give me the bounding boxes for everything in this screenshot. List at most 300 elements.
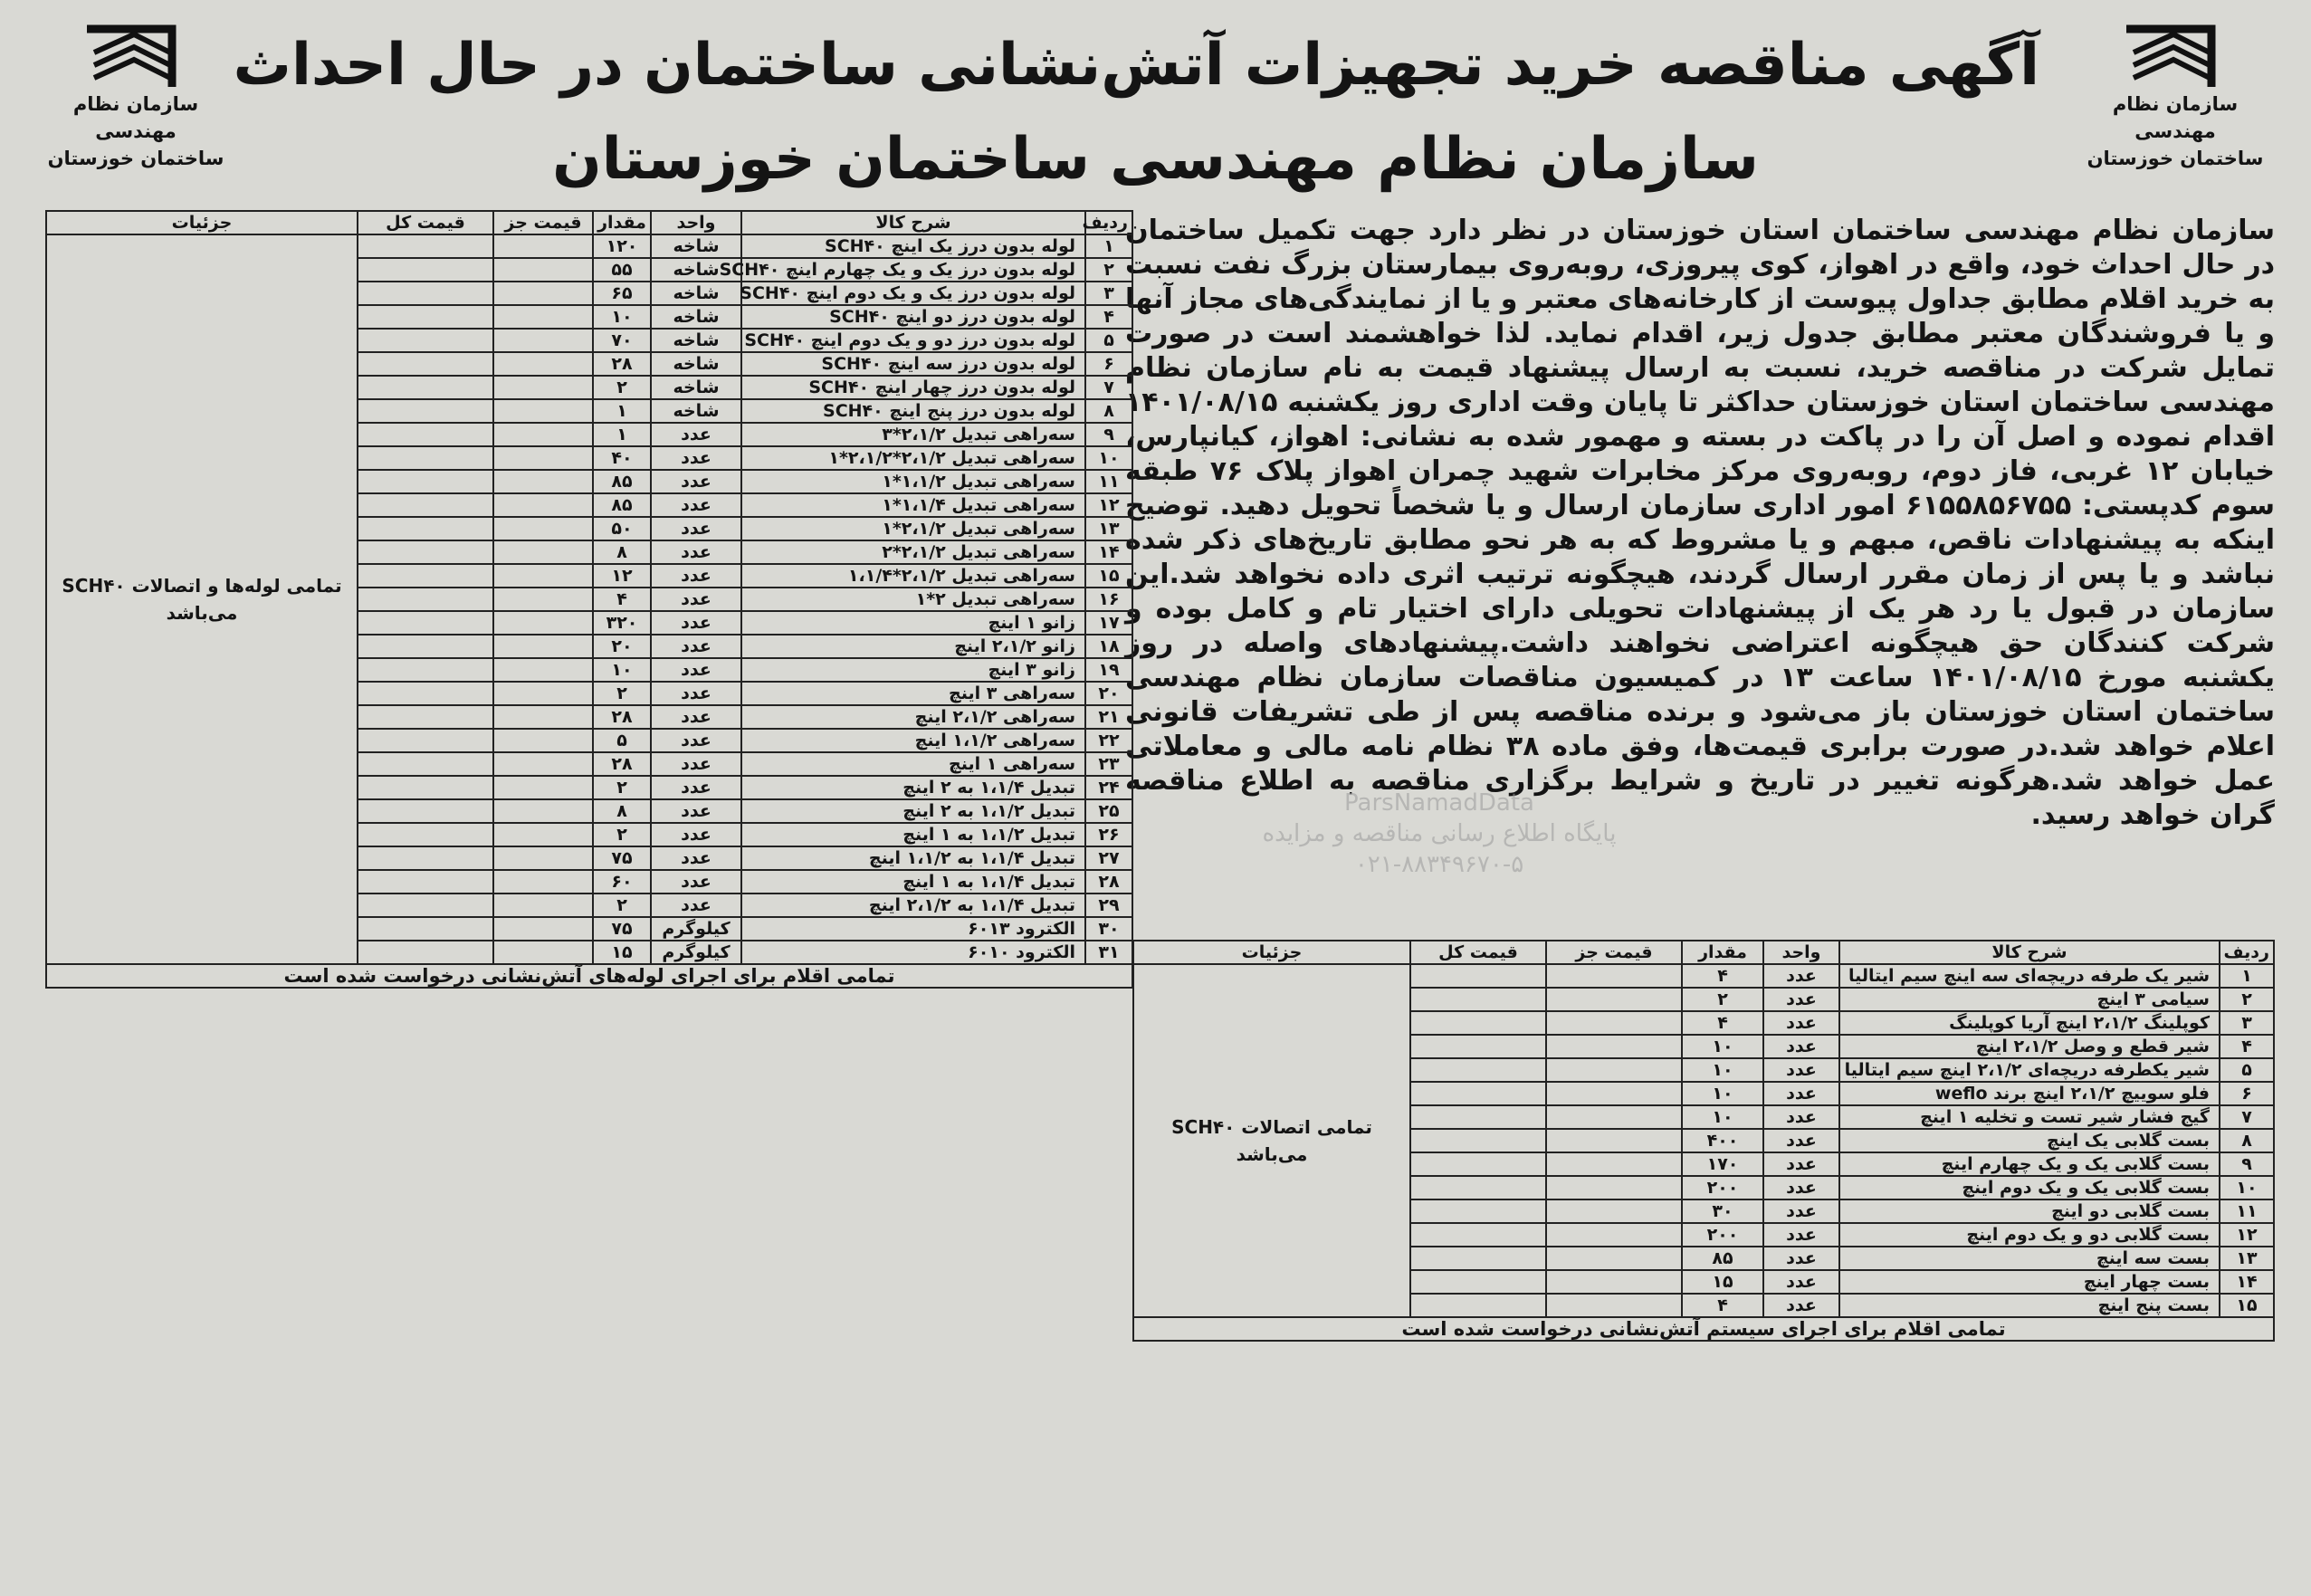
- row-number-cell: ۲۷: [1085, 846, 1132, 870]
- item-description-cell: لوله بدون درز یک و یک دوم اینچ SCH۴۰: [741, 282, 1085, 305]
- unit-price-cell: [1546, 1247, 1682, 1270]
- item-description-cell: زانو ۲،۱/۲ اینچ: [741, 635, 1085, 658]
- item-description-cell: شیر یکطرفه دریچه‌ای ۲،۱/۲ اینچ سیم ایتالیا: [1839, 1058, 2220, 1082]
- row-number-cell: ۱۵: [1085, 564, 1132, 588]
- unit-price-cell: [493, 329, 593, 352]
- unit-price-cell: [1546, 1199, 1682, 1223]
- unit-price-cell: [493, 470, 593, 493]
- item-description-cell: شیر یک طرفه دریچه‌ای سه اینچ سیم ایتالیا: [1839, 964, 2220, 988]
- total-price-cell: [358, 376, 493, 399]
- table-footer-note: تمامی اقلام برای اجرای لوله‌های آتش‌نشانی درخواست شده است: [46, 964, 1132, 988]
- col-row-header: ردیف: [2220, 941, 2274, 964]
- item-description-cell: سه‌راهی تبدیل ۲،۱/۲*۱: [741, 517, 1085, 540]
- unit-price-cell: [1546, 1129, 1682, 1152]
- quantity-cell: ۶۵: [593, 282, 651, 305]
- unit-cell: عدد: [1763, 964, 1839, 988]
- item-description-cell: سه‌راهی تبدیل ۲*۱: [741, 588, 1085, 611]
- stacked-roof-logo-icon: [2121, 20, 2230, 91]
- row-number-cell: ۲۴: [1085, 776, 1132, 799]
- unit-price-cell: [493, 658, 593, 682]
- row-number-cell: ۲۶: [1085, 823, 1132, 846]
- row-number-cell: ۱۱: [1085, 470, 1132, 493]
- total-price-cell: [358, 635, 493, 658]
- total-price-cell: [1410, 1294, 1546, 1317]
- total-price-cell: [358, 705, 493, 729]
- col-qty-header: مقدار: [1682, 941, 1763, 964]
- total-price-cell: [358, 329, 493, 352]
- total-price-cell: [1410, 1035, 1546, 1058]
- row-number-cell: ۱۳: [2220, 1247, 2274, 1270]
- quantity-cell: ۴۰: [593, 446, 651, 470]
- row-number-cell: ۱۰: [1085, 446, 1132, 470]
- total-price-cell: [1410, 1105, 1546, 1129]
- quantity-cell: ۸۵: [593, 493, 651, 517]
- unit-cell: عدد: [651, 799, 741, 823]
- quantity-cell: ۲۰۰: [1682, 1176, 1763, 1199]
- unit-cell: عدد: [651, 705, 741, 729]
- unit-price-cell: [493, 493, 593, 517]
- total-price-cell: [358, 846, 493, 870]
- quantity-cell: ۵: [593, 729, 651, 752]
- unit-price-cell: [493, 894, 593, 917]
- total-price-cell: [358, 752, 493, 776]
- row-number-cell: ۱۰: [2220, 1176, 2274, 1199]
- details-note-cell: تمامی لوله‌ها و اتصالات SCH۴۰ می‌باشد: [46, 234, 358, 964]
- unit-price-cell: [1546, 964, 1682, 988]
- total-price-cell: [358, 493, 493, 517]
- unit-cell: کیلوگرم: [651, 941, 741, 964]
- item-description-cell: سه‌راهی تبدیل ۲،۱/۲*۳: [741, 423, 1085, 446]
- notice-body-text: سازمان نظام مهندسی ساختمان استان خوزستان در نظر دارد جهت تکمیل ساختمان در حال احداث خود، واقع در اهواز، کوی پیروزی، روبه‌روی بیمارستان بزرگ نفت نسبت به خرید اقلام مطابق جداول پیوست از کارخانه‌های معتبر و یا از نمایندگی‌های مجاز آنها و یا فروشندگان معتبر مطابق جدول زیر، اقدام نماید. لذا خواهشمند است در صورت تمایل شرکت در مناقصه خرید، نسبت به ارسال پیشنهاد قیمت به نام سازمان نظام مهندسی ساختمان استان خوزستان حداکثر تا پایان وقت اداری روز یکشنبه ۱۴۰۱/۰۸/۱۵ اقدام نموده و اصل آن را در پاکت در بسته و مهمور شده به نشانی: اهواز، کیانپارس، خیابان ۱۲ غربی، فاز دوم، روبه‌روی مرکز مخابرات شهید چمران اهواز پلاک ۷۶ طبقه سوم کدپستی: ۶۱۵۵۸۵۶۷۵۵ امور اداری سازمان ارسال و یا شخصاً تحویل دهید. توضیح اینکه به پیشنهادات ناقص، مبهم و یا مشروط که به هر نحو مطابق تاریخ‌های ذکر شده نباشد و یا پس از زمان مقرر ارسال گردند، هیچگونه ترتیب اثری داده نخواهد شد.این سازمان در قبول یا رد هر یک از پیشنهادات تحویلی دارای اختیار تام و کامل بوده و شرکت کنندگان حق هیچگونه اعتراضی نخواهند داشت.پیشنهادهای واصله در روز یکشنبه مورخ ۱۴۰۱/۰۸/۱۵ ساعت ۱۳ در کمیسیون مناقصات سازمان نظام مهندسی ساختمان استان خوزستان باز می‌شود و برنده مناقصه پس از طی تشریفات قانونی اعلام خواهد شد.در صورت برابری قیمت‌ها، وفق ماده ۳۸ نظام نامه مالی و معاملاتی عمل خواهد شد.هرگونه تغییر در تاریخ و شرایط برگزاری مناقصه به اطلاع مناقصه گران خواهد رسید.: [1125, 215, 2276, 831]
- col-qty-header: مقدار: [593, 211, 651, 234]
- col-details-header: جزئیات: [46, 211, 358, 234]
- row-number-cell: ۱: [1085, 234, 1132, 258]
- quantity-cell: ۲: [593, 894, 651, 917]
- col-total-price-header: قیمت کل: [1410, 941, 1546, 964]
- item-description-cell: زانو ۳ اینچ: [741, 658, 1085, 682]
- unit-cell: عدد: [651, 493, 741, 517]
- unit-cell: عدد: [1763, 1270, 1839, 1294]
- row-number-cell: ۹: [2220, 1152, 2274, 1176]
- row-number-cell: ۸: [1085, 399, 1132, 423]
- quantity-cell: ۸۵: [593, 470, 651, 493]
- item-description-cell: سه‌راهی ۳ اینچ: [741, 682, 1085, 705]
- unit-cell: عدد: [1763, 1152, 1839, 1176]
- total-price-cell: [358, 234, 493, 258]
- row-number-cell: ۳۱: [1085, 941, 1132, 964]
- unit-cell: شاخه: [651, 305, 741, 329]
- unit-cell: کیلوگرم: [651, 917, 741, 941]
- fire-equipment-table: [1132, 940, 2275, 1342]
- quantity-cell: ۱۵: [593, 941, 651, 964]
- unit-cell: عدد: [651, 423, 741, 446]
- item-description-cell: تبدیل ۱،۱/۴ به ۲،۱/۲ اینچ: [741, 894, 1085, 917]
- item-description-cell: سه‌راهی تبدیل ۲،۱/۲*۱،۱/۴: [741, 564, 1085, 588]
- quantity-cell: ۲: [593, 376, 651, 399]
- row-number-cell: ۶: [1085, 352, 1132, 376]
- item-description-cell: کوپلینگ ۲،۱/۲ اینچ آریا کوپلینگ: [1839, 1011, 2220, 1035]
- watermark-phone: ۰۲۱-۸۸۳۴۹۶۷۰-۵: [1354, 851, 1524, 878]
- total-price-cell: [358, 823, 493, 846]
- details-note-cell: تمامی اتصالات SCH۴۰ می‌باشد: [1133, 964, 1410, 1317]
- unit-price-cell: [493, 258, 593, 282]
- title-line-2: سازمان نظام مهندسی ساختمان خوزستان: [552, 126, 1759, 193]
- unit-cell: عدد: [651, 846, 741, 870]
- row-number-cell: ۵: [1085, 329, 1132, 352]
- unit-cell: شاخه: [651, 329, 741, 352]
- unit-price-cell: [493, 282, 593, 305]
- unit-price-cell: [1546, 1058, 1682, 1082]
- quantity-cell: ۲۰: [593, 635, 651, 658]
- unit-cell: عدد: [651, 611, 741, 635]
- item-description-cell: سه‌راهی ۲،۱/۲ اینچ: [741, 705, 1085, 729]
- quantity-cell: ۴: [1682, 1011, 1763, 1035]
- unit-cell: شاخه: [651, 282, 741, 305]
- total-price-cell: [358, 588, 493, 611]
- row-number-cell: ۲۹: [1085, 894, 1132, 917]
- row-number-cell: ۱: [2220, 964, 2274, 988]
- item-description-cell: زانو ۱ اینچ: [741, 611, 1085, 635]
- row-number-cell: ۷: [2220, 1105, 2274, 1129]
- item-description-cell: لوله بدون درز یک اینچ SCH۴۰: [741, 234, 1085, 258]
- total-price-cell: [1410, 1270, 1546, 1294]
- item-description-cell: سه‌راهی ۱ اینچ: [741, 752, 1085, 776]
- item-description-cell: بست گلابی یک و یک دوم اینچ: [1839, 1176, 2220, 1199]
- unit-cell: عدد: [1763, 988, 1839, 1011]
- row-number-cell: ۲۸: [1085, 870, 1132, 894]
- row-number-cell: ۵: [2220, 1058, 2274, 1082]
- item-description-cell: سه‌راهی ۱،۱/۲ اینچ: [741, 729, 1085, 752]
- table-header-row: [46, 211, 1132, 234]
- quantity-cell: ۸: [593, 540, 651, 564]
- total-price-cell: [358, 399, 493, 423]
- item-description-cell: لوله بدون درز پنج اینچ SCH۴۰: [741, 399, 1085, 423]
- table-row: [1133, 964, 2274, 988]
- unit-cell: عدد: [1763, 1011, 1839, 1035]
- unit-price-cell: [493, 846, 593, 870]
- unit-cell: عدد: [651, 564, 741, 588]
- total-price-cell: [1410, 964, 1546, 988]
- row-number-cell: ۱۵: [2220, 1294, 2274, 1317]
- unit-price-cell: [1546, 988, 1682, 1011]
- item-description-cell: بست گلابی دو و یک دوم اینچ: [1839, 1223, 2220, 1247]
- unit-cell: عدد: [1763, 1199, 1839, 1223]
- total-price-cell: [358, 517, 493, 540]
- total-price-cell: [358, 423, 493, 446]
- notice-title: [233, 18, 2039, 206]
- col-unit-header: واحد: [651, 211, 741, 234]
- quantity-cell: ۱: [593, 399, 651, 423]
- quantity-cell: ۲۰۰: [1682, 1223, 1763, 1247]
- item-description-cell: لوله بدون درز یک و یک چهارم اینچ SCH۴۰: [741, 258, 1085, 282]
- unit-cell: عدد: [1763, 1247, 1839, 1270]
- title-line-1: آگهی مناقصه خرید تجهیزات آتش‌نشانی ساختمان در حال احداث: [233, 32, 2039, 99]
- unit-price-cell: [493, 399, 593, 423]
- unit-cell: عدد: [651, 635, 741, 658]
- unit-price-cell: [493, 517, 593, 540]
- item-description-cell: لوله بدون درز سه اینچ SCH۴۰: [741, 352, 1085, 376]
- unit-price-cell: [493, 776, 593, 799]
- row-number-cell: ۱۷: [1085, 611, 1132, 635]
- row-number-cell: ۱۴: [1085, 540, 1132, 564]
- quantity-cell: ۵۰: [593, 517, 651, 540]
- col-unit-header: واحد: [1763, 941, 1839, 964]
- unit-price-cell: [1546, 1082, 1682, 1105]
- total-price-cell: [358, 870, 493, 894]
- unit-cell: شاخه: [651, 352, 741, 376]
- quantity-cell: ۷۰: [593, 329, 651, 352]
- unit-cell: عدد: [1763, 1058, 1839, 1082]
- unit-cell: شاخه: [651, 376, 741, 399]
- item-description-cell: تبدیل ۱،۱/۴ به ۱،۱/۲ اینچ: [741, 846, 1085, 870]
- row-number-cell: ۱۸: [1085, 635, 1132, 658]
- unit-price-cell: [1546, 1011, 1682, 1035]
- unit-cell: عدد: [651, 658, 741, 682]
- unit-cell: عدد: [651, 894, 741, 917]
- row-number-cell: ۱۲: [2220, 1223, 2274, 1247]
- quantity-cell: ۲۸: [593, 752, 651, 776]
- item-description-cell: الکترود ۶۰۱۳: [741, 917, 1085, 941]
- unit-cell: عدد: [651, 776, 741, 799]
- item-description-cell: گیج فشار شیر تست و تخلیه ۱ اینچ: [1839, 1105, 2220, 1129]
- total-price-cell: [358, 540, 493, 564]
- col-desc-header: شرح کالا: [741, 211, 1085, 234]
- quantity-cell: ۴: [1682, 1294, 1763, 1317]
- total-price-cell: [358, 894, 493, 917]
- total-price-cell: [358, 611, 493, 635]
- unit-cell: عدد: [1763, 1223, 1839, 1247]
- unit-cell: عدد: [1763, 1129, 1839, 1152]
- total-price-cell: [358, 658, 493, 682]
- unit-cell: شاخه: [651, 258, 741, 282]
- row-number-cell: ۲۰: [1085, 682, 1132, 705]
- total-price-cell: [1410, 1199, 1546, 1223]
- unit-price-cell: [1546, 1035, 1682, 1058]
- item-description-cell: فلو سوییچ ۲،۱/۲ اینچ برند weflo: [1839, 1082, 2220, 1105]
- col-desc-header: شرح کالا: [1839, 941, 2220, 964]
- unit-price-cell: [493, 705, 593, 729]
- item-description-cell: لوله بدون درز دو اینچ SCH۴۰: [741, 305, 1085, 329]
- table-footer-note: تمامی اقلام برای اجرای سیستم آتش‌نشانی درخواست شده است: [1133, 1317, 2274, 1341]
- quantity-cell: ۱۷۰: [1682, 1152, 1763, 1176]
- row-number-cell: ۱۴: [2220, 1270, 2274, 1294]
- total-price-cell: [1410, 1082, 1546, 1105]
- unit-cell: عدد: [1763, 1294, 1839, 1317]
- unit-price-cell: [493, 635, 593, 658]
- quantity-cell: ۱۰: [1682, 1082, 1763, 1105]
- total-price-cell: [358, 682, 493, 705]
- unit-price-cell: [493, 305, 593, 329]
- total-price-cell: [358, 799, 493, 823]
- item-description-cell: سه‌راهی تبدیل ۱،۱/۴*۱: [741, 493, 1085, 517]
- total-price-cell: [1410, 1247, 1546, 1270]
- stacked-roof-logo-icon: [81, 20, 190, 91]
- quantity-cell: ۷۵: [593, 917, 651, 941]
- row-number-cell: ۳: [1085, 282, 1132, 305]
- item-description-cell: بست پنج اینچ: [1839, 1294, 2220, 1317]
- unit-cell: عدد: [651, 588, 741, 611]
- total-price-cell: [358, 305, 493, 329]
- unit-price-cell: [493, 234, 593, 258]
- item-description-cell: بست گلابی یک و یک چهارم اینچ: [1839, 1152, 2220, 1176]
- unit-cell: عدد: [651, 446, 741, 470]
- total-price-cell: [358, 776, 493, 799]
- unit-cell: عدد: [651, 870, 741, 894]
- unit-cell: عدد: [651, 823, 741, 846]
- item-description-cell: بست چهار اینچ: [1839, 1270, 2220, 1294]
- logo-line-1: سازمان نظام مهندسی: [2112, 93, 2239, 142]
- item-description-cell: تبدیل ۱،۱/۴ به ۱ اینچ: [741, 870, 1085, 894]
- unit-cell: عدد: [651, 682, 741, 705]
- total-price-cell: [1410, 1129, 1546, 1152]
- total-price-cell: [1410, 988, 1546, 1011]
- total-price-cell: [1410, 1058, 1546, 1082]
- quantity-cell: ۱۰: [593, 658, 651, 682]
- col-unit-price-header: قیمت جز: [1546, 941, 1682, 964]
- row-number-cell: ۱۹: [1085, 658, 1132, 682]
- item-description-cell: سه‌راهی تبدیل ۲،۱/۲*۲: [741, 540, 1085, 564]
- unit-price-cell: [493, 588, 593, 611]
- row-number-cell: ۳۰: [1085, 917, 1132, 941]
- total-price-cell: [358, 446, 493, 470]
- unit-cell: عدد: [1763, 1035, 1839, 1058]
- unit-price-cell: [493, 540, 593, 564]
- item-description-cell: بست گلابی دو اینچ: [1839, 1199, 2220, 1223]
- total-price-cell: [358, 258, 493, 282]
- item-description-cell: تبدیل ۱،۱/۲ به ۲ اینچ: [741, 799, 1085, 823]
- total-price-cell: [358, 564, 493, 588]
- row-number-cell: ۲۵: [1085, 799, 1132, 823]
- quantity-cell: ۱: [593, 423, 651, 446]
- unit-price-cell: [493, 917, 593, 941]
- unit-price-cell: [493, 799, 593, 823]
- row-number-cell: ۴: [2220, 1035, 2274, 1058]
- unit-price-cell: [493, 423, 593, 446]
- unit-cell: عدد: [1763, 1105, 1839, 1129]
- item-description-cell: لوله بدون درز دو و یک دوم اینچ SCH۴۰: [741, 329, 1085, 352]
- quantity-cell: ۲۸: [593, 352, 651, 376]
- unit-cell: شاخه: [651, 399, 741, 423]
- item-description-cell: الکترود ۶۰۱۰: [741, 941, 1085, 964]
- unit-price-cell: [1546, 1294, 1682, 1317]
- unit-price-cell: [493, 564, 593, 588]
- unit-cell: عدد: [651, 517, 741, 540]
- unit-price-cell: [1546, 1223, 1682, 1247]
- row-number-cell: ۱۲: [1085, 493, 1132, 517]
- unit-cell: عدد: [1763, 1082, 1839, 1105]
- unit-price-cell: [493, 611, 593, 635]
- logo-line-2: ساختمان خوزستان: [47, 148, 224, 169]
- item-description-cell: شیر قطع و وصل ۲،۱/۲ اینچ: [1839, 1035, 2220, 1058]
- quantity-cell: ۳۲۰: [593, 611, 651, 635]
- total-price-cell: [1410, 1176, 1546, 1199]
- quantity-cell: ۲: [1682, 988, 1763, 1011]
- quantity-cell: ۱۲: [593, 564, 651, 588]
- item-description-cell: بست گلابی یک اینچ: [1839, 1129, 2220, 1152]
- unit-cell: عدد: [1763, 1176, 1839, 1199]
- quantity-cell: ۱۲۰: [593, 234, 651, 258]
- quantity-cell: ۱۰: [1682, 1058, 1763, 1082]
- unit-cell: عدد: [651, 752, 741, 776]
- row-number-cell: ۹: [1085, 423, 1132, 446]
- quantity-cell: ۲۸: [593, 705, 651, 729]
- item-description-cell: تبدیل ۱،۱/۲ به ۱ اینچ: [741, 823, 1085, 846]
- row-number-cell: ۱۱: [2220, 1199, 2274, 1223]
- unit-price-cell: [493, 376, 593, 399]
- unit-price-cell: [493, 823, 593, 846]
- unit-cell: عدد: [651, 470, 741, 493]
- row-number-cell: ۱۳: [1085, 517, 1132, 540]
- unit-price-cell: [493, 682, 593, 705]
- unit-price-cell: [493, 941, 593, 964]
- org-logo-left: [36, 20, 235, 172]
- unit-price-cell: [493, 446, 593, 470]
- item-description-cell: تبدیل ۱،۱/۴ به ۲ اینچ: [741, 776, 1085, 799]
- unit-price-cell: [1546, 1270, 1682, 1294]
- col-row-header: ردیف: [1085, 211, 1132, 234]
- row-number-cell: ۸: [2220, 1129, 2274, 1152]
- quantity-cell: ۷۵: [593, 846, 651, 870]
- col-total-price-header: قیمت کل: [358, 211, 493, 234]
- unit-price-cell: [1546, 1176, 1682, 1199]
- total-price-cell: [1410, 1011, 1546, 1035]
- pipes-fittings-table: [45, 210, 1133, 989]
- total-price-cell: [358, 470, 493, 493]
- unit-cell: عدد: [651, 540, 741, 564]
- total-price-cell: [358, 729, 493, 752]
- unit-cell: شاخه: [651, 234, 741, 258]
- quantity-cell: ۵۵: [593, 258, 651, 282]
- quantity-cell: ۱۰: [1682, 1105, 1763, 1129]
- item-description-cell: بست سه اینچ: [1839, 1247, 2220, 1270]
- total-price-cell: [358, 282, 493, 305]
- unit-price-cell: [1546, 1152, 1682, 1176]
- unit-price-cell: [493, 352, 593, 376]
- table-header-row: [1133, 941, 2274, 964]
- table-row: [46, 234, 1132, 258]
- total-price-cell: [358, 352, 493, 376]
- total-price-cell: [358, 917, 493, 941]
- org-logo-right: [2076, 20, 2275, 172]
- row-number-cell: ۷: [1085, 376, 1132, 399]
- row-number-cell: ۲۳: [1085, 752, 1132, 776]
- unit-cell: عدد: [651, 729, 741, 752]
- watermark-line-1: پایگاه اطلاع رسانی مناقصه و مزایده: [1262, 820, 1617, 847]
- row-number-cell: ۲۱: [1085, 705, 1132, 729]
- row-number-cell: ۲۲: [1085, 729, 1132, 752]
- quantity-cell: ۱۵: [1682, 1270, 1763, 1294]
- row-number-cell: ۴: [1085, 305, 1132, 329]
- watermark-brand: ParsNamadData: [1344, 789, 1534, 817]
- quantity-cell: ۴: [1682, 964, 1763, 988]
- quantity-cell: ۱۰: [593, 305, 651, 329]
- quantity-cell: ۸: [593, 799, 651, 823]
- total-price-cell: [358, 941, 493, 964]
- logo-line-2: ساختمان خوزستان: [2087, 148, 2264, 169]
- quantity-cell: ۴۰۰: [1682, 1129, 1763, 1152]
- unit-price-cell: [493, 752, 593, 776]
- unit-price-cell: [493, 870, 593, 894]
- row-number-cell: ۱۶: [1085, 588, 1132, 611]
- quantity-cell: ۲: [593, 823, 651, 846]
- logo-line-1: سازمان نظام مهندسی: [72, 93, 199, 142]
- item-description-cell: سیامی ۳ اینچ: [1839, 988, 2220, 1011]
- row-number-cell: ۶: [2220, 1082, 2274, 1105]
- unit-price-cell: [493, 729, 593, 752]
- quantity-cell: ۱۰: [1682, 1035, 1763, 1058]
- unit-price-cell: [1546, 1105, 1682, 1129]
- total-price-cell: [1410, 1152, 1546, 1176]
